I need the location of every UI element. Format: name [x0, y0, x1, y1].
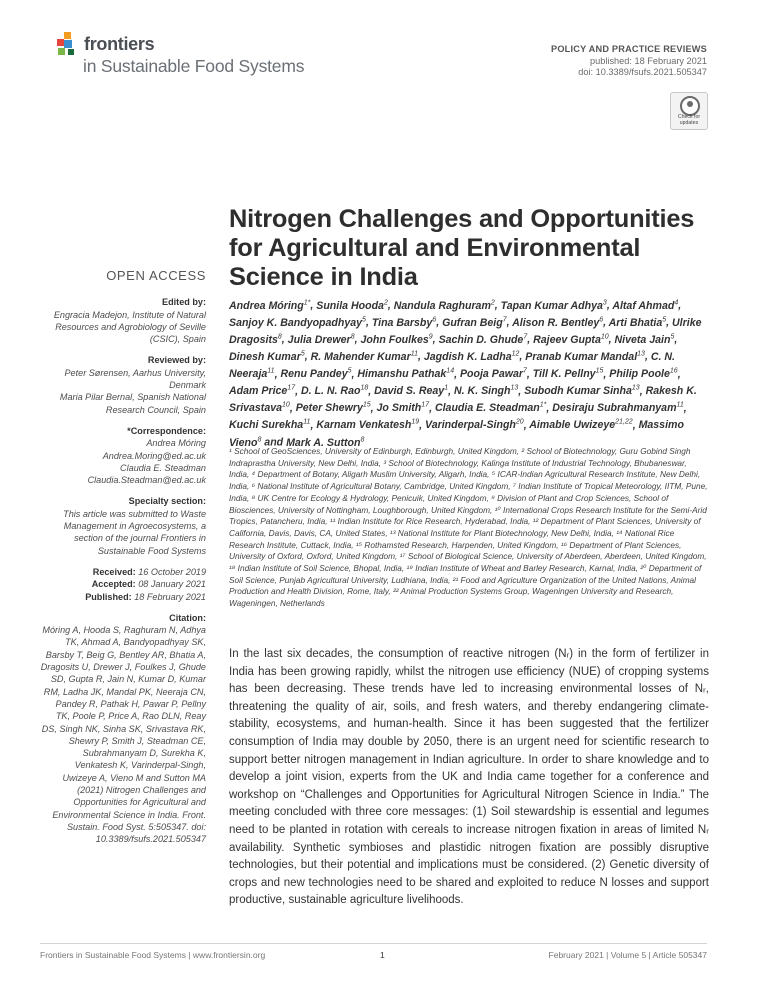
page-number: 1: [380, 950, 385, 960]
author-name: Aimable Uwizeye: [529, 419, 616, 432]
published-date-side: [40, 591, 206, 603]
author[interactable]: [372, 317, 436, 329]
author-affil-mark: 5: [670, 333, 675, 341]
author-name: Alison R. Bentley: [512, 316, 600, 329]
author-name: Tina Barsby: [371, 316, 433, 329]
affiliations: ¹ School of GeoSciences, University of Edinburgh, Edinburgh, United Kingdom, ² School of Biotechnology, Guru Gobind Singh Indraprastha University, New Delhi, India, ³ School of Biotechnology, Kalinga Institute of Industrial Technology, Bhubaneswar, India, ⁴ Department of Botany, Aligarh Muslim University, Aligarh, India, ⁵ ICAR-Indian Agricultural Research Institute, New Delhi, India, ⁶ National Institute of Agricultural Botany, Cambridge, United Kingdom, ⁷ Indian Institute of Tropical Meteorology, IITM, Pune, India, ⁸ UK Centre for Ecology & Hydrology, Penicuik, United Kingdom, ⁹ Division of Plant and Crop Sciences, School of Biosciences, University of Nottingham, Loughborough, United Kingdom, ¹⁰ International Crops Research Institute for the Semi-Arid Tropics, Patancheru, India, ¹¹ Indian Institute for Rice Research, Hyderabad, India, ¹² Department of Plant Sciences, University of California, Davis, Davis, CA, United States, ¹³ National Institute for Plant Biotechnology, New Delhi, India, ¹⁴ National Rice Research Institute, Cuttack, India, ¹⁵ Rothamsted Research, Harpenden, United Kingdom, ¹⁶ Department of Plant Sciences, University of Oxford, Oxford, United Kingdom, ¹⁷ School of Biological Science, University of Aberdeen, Aberdeen, United Kingdom, ¹⁸ Indian Institute of Soil Science, Bhopal, India, ¹⁹ Indian Institute of Wheat and Barley Research, Karnal, India, ²⁰ Department of Soil Science, Punjab Agricultural University, Ludhiana, India, ²¹ Food and Agriculture Organization of the United Nations, Animal Production and Health Division, Rome, Italy, ²² Animal Production Systems Group, Wageningen University and Research, Wageningen, Netherlands: [229, 446, 708, 609]
author-affil-mark: 1*: [539, 401, 547, 409]
author-affil-mark: 6: [432, 316, 437, 324]
article-type: POLICY AND PRACTICE REVIEWS: [551, 44, 707, 54]
author-name: Pranab Kumar Mandal: [525, 350, 638, 363]
author-affil-mark: 9: [428, 333, 433, 341]
author-affil-mark: 3: [602, 299, 607, 306]
reviewed-by-section: [40, 354, 206, 415]
author-affil-mark: 1: [444, 384, 449, 392]
published-label: Published:: [85, 591, 132, 602]
author-affil-mark: 5: [347, 367, 352, 375]
author-affil-mark: 13: [510, 384, 519, 392]
article-sidebar: [40, 270, 206, 854]
citation-label: Citation:: [169, 612, 206, 623]
edited-by-label: Edited by:: [162, 297, 206, 308]
author-affil-mark: 4: [674, 299, 679, 306]
author[interactable]: [454, 385, 518, 397]
author[interactable]: [529, 419, 633, 431]
check-updates-icon: [680, 96, 700, 116]
accepted-label: Accepted:: [91, 579, 136, 590]
author-name: Andrea Móring: [229, 299, 304, 312]
author-name: Ulrike Dragosits: [229, 316, 702, 346]
author-name: Mark A. Sutton: [286, 436, 361, 449]
author[interactable]: [425, 419, 524, 431]
author-affil-mark: 7: [523, 333, 528, 341]
author-affil-mark: 15: [362, 401, 371, 409]
author-affil-mark: 6: [599, 316, 604, 324]
author[interactable]: [301, 385, 368, 397]
author-name: Jo Smith: [376, 402, 422, 415]
open-access-label: OPEN ACCESS: [106, 268, 206, 283]
accepted-value: 08 January 2021: [138, 579, 206, 590]
author-name: Massimo Vieno: [229, 419, 684, 449]
author-name: Adam Price: [229, 385, 288, 398]
author-list: Andrea Móring$^{1*}$, Sunila Hooda$^2$, Nandula Raghuram$^2$, Tapan Kumar Adhya$^3$, Altaf Ahmad$^4$, Sanjoy K. Bandyopadhyay$^5$, Tina Barsby$^6$, Gufran Beig$^7$, Alison R. Bentley$^6$, Arti Bhatia$^5$, Ulrike Dragosits$^8$, Julia Drewer$^8$, John Foulkes$^9$, Sachin D. Ghude$^7$, Rajeev Gupta$^{10}$, Niveta Jain$^5$, Dinesh Kumar$^5$, R. Mahender Kumar$^{11}$, Jagdish K. Ladha$^{12}$, Pranab Kumar Mandal$^{13}$, C. N. Neeraja$^{11}$, Renu Pandey$^5$, Himanshu Pathak$^{14}$, Pooja Pawar$^7$, Till K. Pellny$^{15}$, Philip Poole$^{16}$, Adam Price$^{17}$, D. L. N. Rao$^{18}$, David S. Reay$^1$, N. K. Singh$^{13}$, Subodh Kumar Sinha$^{13}$, Rakesh K. Srivastava$^{10}$, Peter Shewry$^{15}$, Jo Smith$^{17}$, Claudia E. Steadman$^{1*}$, Desiraju Subrahmanyam$^{11}$, Kuchi Surekha$^{11}$, Karnam Venkatesh$^{19}$, Varinderpal-Singh$^{20}$, Aimable Uwizeye$^{21,22}$, Massimo Vieno$^8$ and Mark A. Sutton$^8$: [229, 299, 702, 449]
author-name: Dinesh Kumar: [229, 350, 301, 363]
author[interactable]: [360, 334, 432, 346]
author[interactable]: [501, 300, 607, 312]
author-name: Julia Drewer: [287, 333, 351, 346]
author-affil-mark: 11: [267, 367, 275, 375]
author[interactable]: [280, 368, 351, 380]
author-name: John Foulkes: [360, 333, 429, 346]
check-updates-label: Check for updates: [677, 114, 701, 126]
reviewed-by-label: Reviewed by:: [147, 355, 206, 366]
author-name: Renu Pandey: [280, 368, 348, 381]
author-affil-mark: 2: [490, 299, 495, 306]
author-name: C. N. Neeraja: [229, 350, 675, 381]
author-name: Claudia E. Steadman: [434, 402, 540, 415]
author[interactable]: [229, 300, 310, 312]
received-value: 16 October 2019: [138, 566, 206, 577]
received-label: Received:: [92, 566, 136, 577]
author-name: David S. Reay: [374, 385, 445, 398]
author-affil-mark: 13: [631, 384, 640, 392]
author[interactable]: [525, 351, 645, 363]
author-name: Desiraju Subrahmanyam: [552, 402, 677, 415]
check-for-updates-badge[interactable]: [670, 92, 708, 130]
author-name: N. K. Singh: [454, 385, 511, 398]
author[interactable]: [609, 368, 677, 380]
author[interactable]: [374, 385, 448, 397]
author[interactable]: [524, 385, 640, 397]
author-affil-mark: 20: [515, 418, 524, 426]
author[interactable]: [229, 419, 310, 431]
author[interactable]: [609, 317, 666, 329]
accepted-date: [40, 578, 206, 590]
author[interactable]: [311, 351, 418, 363]
author-affil-mark: 17: [287, 384, 296, 392]
author-name: Tapan Kumar Adhya: [500, 299, 603, 312]
correspondence-label: *Correspondence:: [127, 425, 206, 436]
author-name: Rakesh K. Srivastava: [229, 385, 697, 415]
footer-divider: [40, 943, 707, 944]
author-affil-mark: 15: [595, 367, 604, 375]
author-name: Varinderpal-Singh: [425, 419, 516, 432]
author-affil-mark: 19: [411, 418, 420, 426]
reviewer-2: Maria Pilar Bernal, Spanish National Research Council, Spain: [59, 392, 206, 415]
author-affil-mark: 7: [522, 367, 527, 375]
author[interactable]: [612, 300, 678, 312]
author-affil-mark: 13: [637, 350, 645, 358]
author[interactable]: [296, 402, 371, 414]
author-affil-mark: 8: [360, 436, 365, 443]
author-affil-mark: 11: [676, 401, 684, 409]
article-doi[interactable]: doi: 10.3389/fsufs.2021.505347: [578, 67, 707, 78]
author[interactable]: [377, 402, 430, 414]
author-name: Niveta Jain: [614, 333, 671, 346]
dates-section: [40, 566, 206, 603]
corr-name-2: Claudia E. Steadman: [120, 462, 206, 473]
author[interactable]: [357, 368, 454, 380]
author[interactable]: [229, 385, 295, 397]
footer-issue: February 2021 | Volume 5 | Article 505347: [548, 950, 707, 960]
author[interactable]: [394, 300, 495, 312]
author-affil-mark: 5: [662, 316, 667, 324]
author-affil-mark: 18: [360, 384, 369, 392]
corr-email-1[interactable]: Andrea.Moring@ed.ac.uk: [102, 450, 206, 461]
editor-text: Engracia Madejon, Institute of Natural Resources and Agrobiology of Seville (CSIC), Spain: [53, 309, 206, 345]
author-affil-mark: 14: [446, 367, 455, 375]
author[interactable]: [552, 402, 684, 414]
author-name: D. L. N. Rao: [300, 385, 361, 398]
author-affil-mark: 21,22: [615, 418, 633, 426]
author[interactable]: [439, 334, 528, 346]
reviewer-1: Peter Sørensen, Aarhus University, Denmark: [64, 367, 206, 391]
author-affil-mark: 10: [282, 401, 290, 409]
author-name: Till K. Pellny: [532, 368, 596, 381]
author-name: Sunila Hooda: [316, 299, 384, 312]
author-name: Nandula Raghuram: [393, 299, 491, 312]
author-name: Peter Shewry: [295, 402, 363, 415]
logo-wordmark: frontiers: [84, 34, 155, 54]
author-affil-mark: 5: [300, 350, 305, 358]
citation-section: [40, 612, 206, 846]
specialty-label: Specialty section:: [128, 496, 206, 507]
author-affil-mark: 7: [502, 316, 507, 324]
author-affil-mark: 8: [257, 436, 262, 443]
author-affil-mark: 8: [277, 333, 282, 341]
published-value: 18 February 2021: [134, 591, 206, 602]
author[interactable]: [533, 334, 609, 346]
author-name: Sachin D. Ghude: [438, 333, 524, 346]
corr-name-1: Andrea Móring: [146, 438, 206, 449]
author-name: Gufran Beig: [442, 316, 503, 329]
specialty-text: This article was submitted to Waste Management in Agroecosystems, a section of the journal Frontiers in Sustainable Food Systems: [63, 508, 206, 556]
author-name: Himanshu Pathak: [357, 368, 447, 381]
author-name: Karnam Venkatesh: [316, 419, 412, 432]
author[interactable]: [316, 419, 419, 431]
footer-journal[interactable]: Frontiers in Sustainable Food Systems | www.frontiersin.org: [40, 950, 266, 960]
author-affil-mark: 10: [600, 333, 609, 341]
author-name: Rajeev Gupta: [533, 333, 601, 346]
author-affil-mark: 2: [383, 299, 388, 306]
author-name: Altaf Ahmad: [612, 299, 675, 312]
author[interactable]: [615, 334, 675, 346]
edited-by-section: [40, 296, 206, 345]
author-name: Arti Bhatia: [608, 316, 663, 329]
journal-name: in Sustainable Food Systems: [83, 56, 305, 76]
journal-logo[interactable]: [56, 32, 316, 80]
author-affil-mark: 12: [511, 350, 520, 358]
author-affil-mark: 5: [362, 316, 366, 324]
author-affil-mark: 17: [421, 401, 430, 409]
abstract: In the last six decades, the consumption of reactive nitrogen (Nᵣ) in the form of fertilizer in India has been growing rapidly, whilst the nitrogen use efficiency (NUE) of cropping systems has been decreasing. These trends have led to increasing environmental losses of Nᵣ, threatening the quality of air, soils, and fresh waters, and thereby endangering climate-stability, ecosystems, and human-health. Since it has been suggested that the fertilizer consumption of India may double by 2050, there is an urgent need for scientific research to support better nitrogen management in Indian agriculture. In order to share knowledge and to develop a joint vision, experts from the UK and India came together for a conference and workshop on “Challenges and Opportunities for Agricultural Nitrogen Science in India.” The meeting concluded with three core messages: (1) Soil stewardship is essential and legumes need to be planted in rotation with cereals to increase nitrogen fixation in areas of limited Nᵣ availability. Synthetic symbioses and plastidic nitrogen fixation are possibly disruptive technologies, but their potential and implications must be considered. (2) Genetic diversity of crops and new technologies need to be shared and exploited to reduce N losses and support productive, sustainable agriculture livelihoods.: [229, 648, 709, 907]
author-name: Jagdish K. Ladha: [423, 350, 512, 363]
specialty-section: [40, 495, 206, 556]
author-name: Sanjoy K. Bandyopadhyay: [229, 316, 363, 329]
author[interactable]: [288, 334, 355, 346]
author-affil-mark: 1*: [303, 299, 311, 306]
correspondence-section: [40, 425, 206, 486]
corr-email-2[interactable]: Claudia.Steadman@ed.ac.uk: [87, 475, 206, 486]
author-affil-mark: 11: [410, 350, 418, 358]
frontiers-logo-icon: [56, 32, 82, 62]
author-name: Subodh Kumar Sinha: [524, 385, 632, 398]
author[interactable]: [460, 368, 527, 380]
author[interactable]: [316, 300, 388, 312]
author-affil-mark: 8: [350, 333, 355, 341]
author[interactable]: [435, 402, 546, 414]
received-date: [40, 566, 206, 578]
author[interactable]: [442, 317, 507, 329]
author[interactable]: [424, 351, 520, 363]
author-name: Kuchi Surekha: [229, 419, 304, 432]
author-name: Philip Poole: [609, 368, 670, 381]
author[interactable]: [533, 368, 604, 380]
author-name: Pooja Pawar: [459, 368, 523, 381]
author-affil-mark: 16: [669, 367, 678, 375]
author[interactable]: [229, 317, 366, 329]
author-affil-mark: 11: [303, 418, 311, 426]
article-title: Nitrogen Challenges and Opportunities for Agricultural and Environmental Science in India: [229, 205, 695, 291]
article-meta: [551, 44, 707, 79]
author[interactable]: [512, 317, 603, 329]
author[interactable]: [229, 351, 305, 363]
author-name: R. Mahender Kumar: [310, 350, 411, 363]
citation-text: Móring A, Hooda S, Raghuram N, Adhya TK, Ahmad A, Bandyopadhyay SK, Barsby T, Beig G, Bentley AR, Bhatia A, Dragosits U, Drewer J, Foulkes J, Ghude SD, Gupta R, Jain N, Kumar D, Kumar RM, Ladha JK, Mandal PK, Neeraja CN, Pandey R, Pathak H, Pawar P, Pellny TK, Poole P, Price A, Rao DLN, Reay DS, Singh NK, Sinha SK, Srivastava RK, Shewry P, Smith J, Steadman CE, Subrahmanyam D, Surekha K, Venkatesh K, Varinderpal-Singh, Uwizeye A, Vieno M and Sutton MA (2021) Nitrogen Challenges and Opportunities for Agricultural and Environmental Science in India. Front. Sustain. Food Syst. 5:505347. doi: 10.3389/fsufs.2021.505347: [40, 625, 206, 845]
published-date: published: 18 February 2021: [590, 55, 707, 66]
